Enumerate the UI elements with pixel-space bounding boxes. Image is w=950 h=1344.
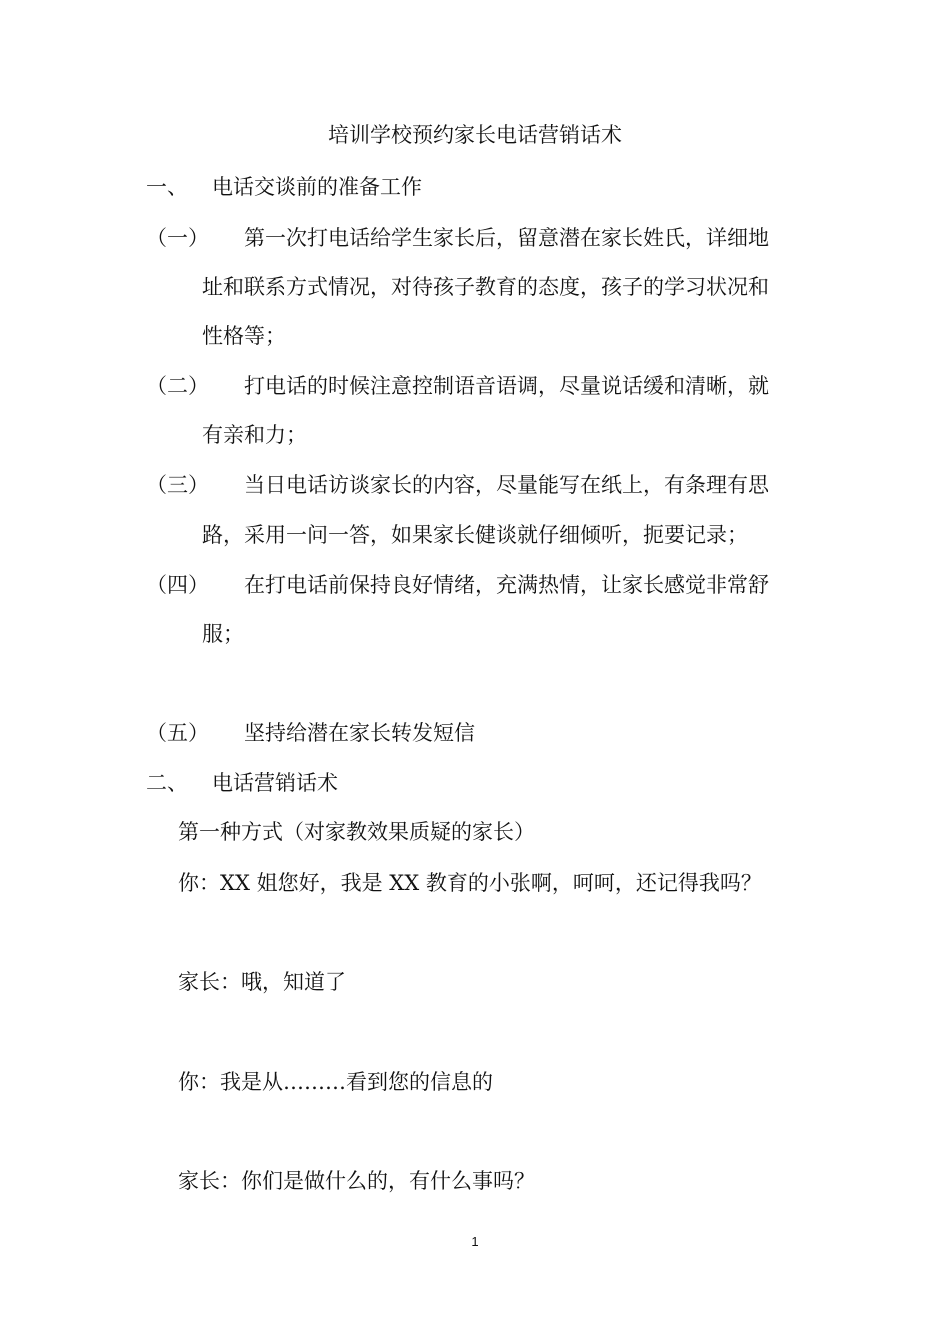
document-title: 培训学校预约家长电话营销话术 <box>328 123 622 147</box>
section-number: 一、 <box>146 175 188 199</box>
dialogue-line: 家长：你们是做什么的，有什么事吗？ <box>178 1169 535 1193</box>
dialogue-line: 你：XX 姐您好，我是 XX 教育的小张啊，呵呵，还记得我吗？ <box>178 871 762 895</box>
section-heading: 电话营销话术 <box>212 771 338 795</box>
item-text-line: 当日电话访谈家长的内容，尽量能写在纸上，有条理有思 <box>244 473 769 497</box>
item-text-line: 性格等； <box>202 324 286 348</box>
item-number: （五） <box>146 721 209 745</box>
item-number: （二） <box>146 374 209 398</box>
dialogue-line: 家长：哦，知道了 <box>178 970 346 994</box>
item-text-line: 址和联系方式情况，对待孩子教育的态度，孩子的学习状况和 <box>202 275 769 299</box>
item-number: （四） <box>146 573 209 597</box>
item-text-line: 在打电话前保持良好情绪，充满热情，让家长感觉非常舒 <box>244 573 769 597</box>
item-text-line: 坚持给潜在家长转发短信 <box>244 721 475 745</box>
section-number: 二、 <box>146 771 188 795</box>
item-number: （三） <box>146 473 209 497</box>
page-number: 1 <box>471 1234 479 1249</box>
item-text-line: 有亲和力； <box>202 423 307 447</box>
item-text-line: 打电话的时候注意控制语音语调，尽量说话缓和清晰，就 <box>244 374 769 398</box>
section-heading: 电话交谈前的准备工作 <box>212 175 422 199</box>
method-heading: 第一种方式（对家教效果质疑的家长） <box>178 820 535 844</box>
item-text-line: 路，采用一问一答，如果家长健谈就仔细倾听，扼要记录； <box>202 523 748 547</box>
item-text-line: 服； <box>202 622 244 646</box>
item-text-line: 第一次打电话给学生家长后，留意潜在家长姓氏，详细地 <box>244 226 769 250</box>
item-number: （一） <box>146 226 209 250</box>
dialogue-line: 你：我是从………看到您的信息的 <box>178 1070 493 1094</box>
